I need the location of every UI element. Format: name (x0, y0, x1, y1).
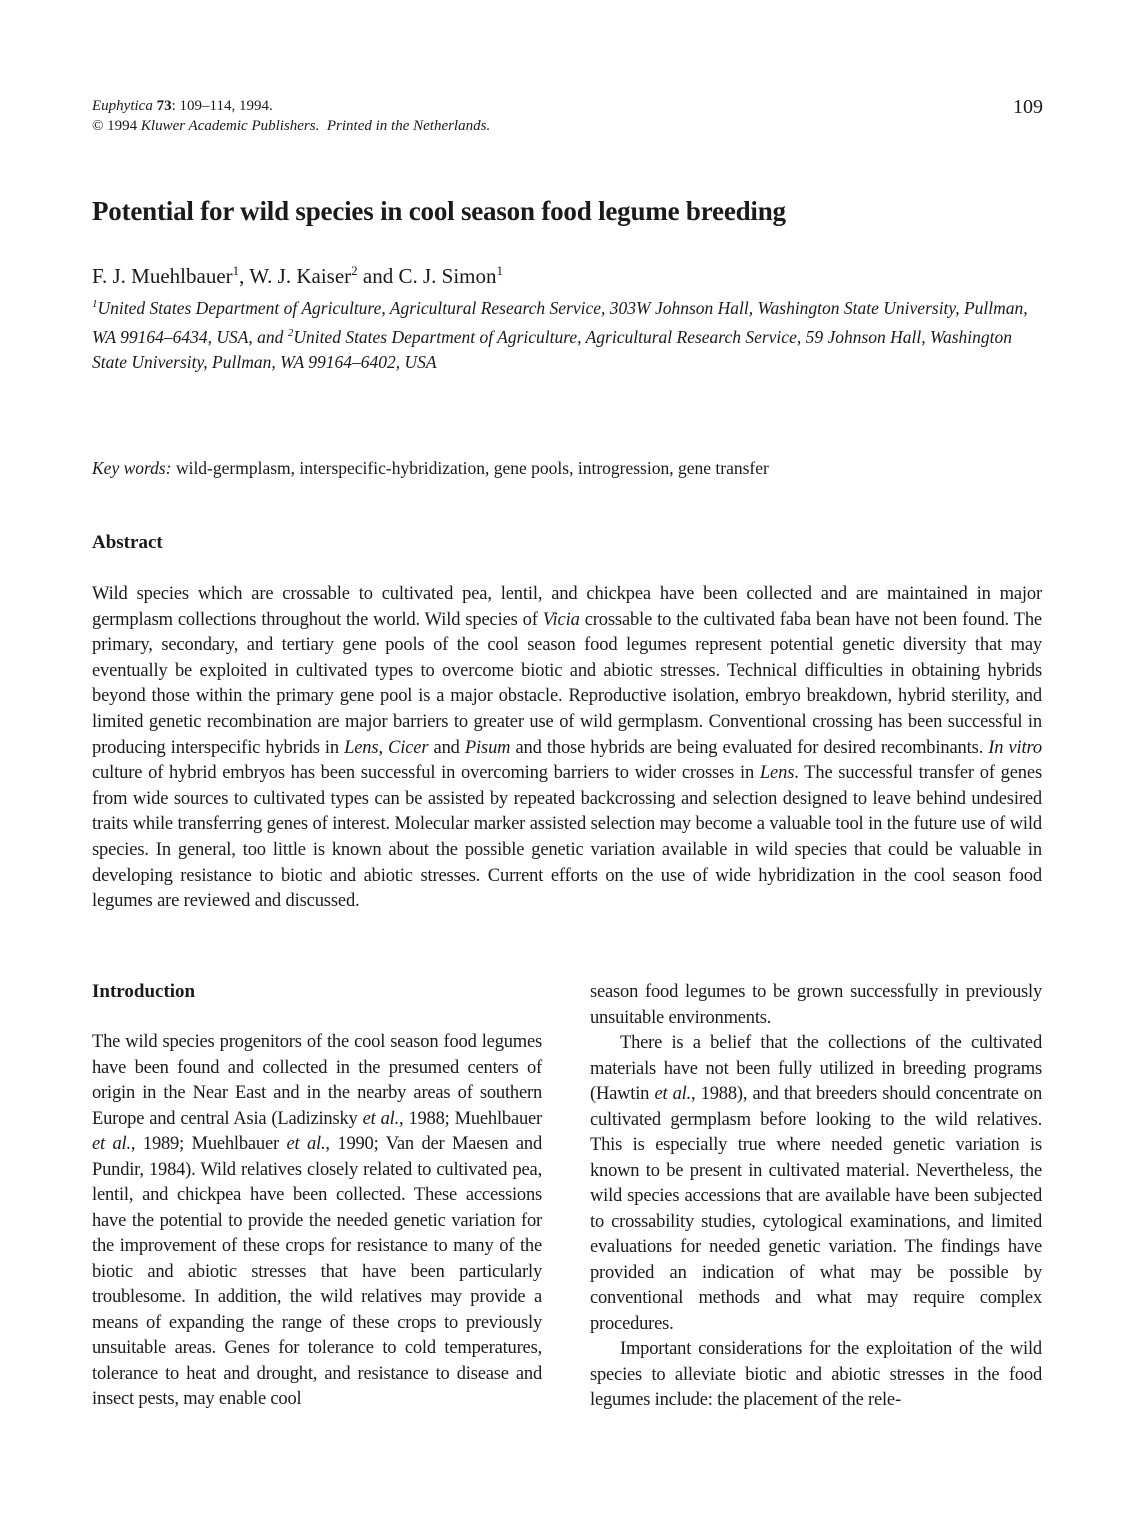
abstract-italic: Cicer (388, 737, 429, 758)
abstract-text: and (428, 737, 465, 758)
keywords-text: wild-germplasm, interspecific-hybridization, gene pools, introgression, gene transfer (171, 458, 769, 478)
intro-text: , 1988), and that breeders should concentrate on cultivated germplasm before looking to the wild relatives. This is especially true where needed genetic variation is known to be present in cultivated material. Nevertheless, the wild species accessions that are available have been subjected to crossability studies, cytological examinations, and limited evaluations for needed genetic variation. The findings have provided an indication of what may be possible by conventional methods and what may require complex procedures. (590, 1084, 1042, 1334)
author-affiliation-mark: 1 (496, 263, 503, 278)
intro-paragraph-1-continued: season food legumes to be grown successfully in previously unsuitable environments. (590, 982, 1042, 1028)
abstract-italic: Pisum (464, 737, 511, 758)
copyright-line (92, 116, 490, 136)
abstract-text: Wild species which are crossable to cultivated pea, lentil, and chickpea have been collected and are maintained in major germplasm collections throughout the world. Wild species of (92, 584, 1042, 630)
abstract-italic: Lens (759, 763, 795, 784)
abstract-text: and those hybrids are being evaluated for desired recombinants. (510, 737, 989, 758)
right-column (590, 980, 1042, 1414)
affiliation-mark: 2 (287, 326, 294, 339)
author-affiliation-mark: 1 (232, 263, 240, 278)
author-separator: , (239, 264, 250, 288)
author-name: W. J. Kaiser (249, 264, 352, 288)
keywords (92, 458, 1047, 479)
author-separator: and (357, 264, 399, 288)
affiliation-text: United States Department of Agriculture, Agricultural Research Service, 303W Johnson Hall, Washington State University, Pullman, WA 99164–6434, USA, and (92, 297, 1028, 347)
journal-pages-year: : 109–114, 1994. (171, 98, 273, 114)
author-name: C. J. Simon (398, 264, 497, 288)
intro-text: The wild species progenitors of the cool season food legumes have been found and collected in the presumed centers of origin in the Near East and in the nearby areas of southern Europe and central Asia (Ladizinsky (92, 1032, 542, 1129)
abstract-italic: In vitro (988, 737, 1042, 758)
author-list (92, 263, 503, 289)
abstract-text: . The successful transfer of genes from wide sources to cultivated types can be assisted by repeated backcrossing and selection designed to leave behind undesired traits while transferring genes of interest. Molecular marker assisted selection may become a valuable tool in the future use of wild species. In general, too little is known about the possible genetic variation available in wild species that could be valuable in developing resistance to biotic and abiotic stresses. Current efforts on the use of wide hybridization in the cool season food legumes are reviewed and discussed. (92, 763, 1042, 912)
affiliation-text: United States Department of Agriculture, Agricultural Research Service, 59 Johnson Hall, Washington State University, Pullman, WA 99164–6402, USA (92, 326, 1013, 372)
copyright-symbol: © (92, 118, 104, 134)
intro-italic: et al. (286, 1134, 326, 1154)
author-affiliation-mark: 2 (351, 263, 358, 278)
author-name: F. J. Muehlbauer (92, 264, 233, 288)
intro-text: There is a belief that the collections of the cultivated materials have not been fully utilized in breeding programs (Hawtin (590, 1033, 1042, 1104)
paper-title: Potential for wild species in cool season food legume breeding (92, 196, 786, 226)
keywords-label: Key words: (92, 458, 172, 478)
printed-in: Printed in the Netherlands. (326, 118, 491, 134)
publisher: Kluwer Academic Publishers. (140, 118, 320, 134)
journal-volume: 73 (156, 98, 172, 114)
affiliation-mark: 1 (92, 298, 98, 310)
affiliations (92, 292, 1047, 375)
intro-text: , 1988; Muehlbauer (399, 1108, 542, 1129)
intro-text: , 1989; Muehlbauer (130, 1134, 287, 1154)
abstract-italic: Lens (344, 737, 379, 758)
journal-header (92, 96, 490, 136)
intro-italic: et al. (92, 1134, 131, 1154)
abstract-italic: Vicia (542, 609, 580, 630)
intro-paragraph-2 (590, 1031, 1042, 1337)
abstract-text: culture of hybrid embryos has been successful in overcoming barriers to wider crosses in (92, 763, 760, 784)
abstract-heading: Abstract (92, 532, 163, 553)
citation-line (92, 96, 490, 116)
intro-paragraph-3: Important considerations for the exploitation of the wild species to alleviate biotic and abiotic stresses in the food legumes include: the placement of the rele- (590, 1339, 1042, 1410)
page-number: 109 (1013, 96, 1043, 118)
introduction-heading: Introduction (92, 981, 196, 1002)
intro-italic: et al. (654, 1084, 692, 1104)
intro-italic: et al. (362, 1108, 399, 1129)
copyright-year: 1994 (103, 118, 141, 134)
abstract-text: , (378, 737, 389, 758)
intro-paragraph-1 (92, 1030, 542, 1413)
journal-name: Euphytica (92, 98, 153, 114)
intro-text: , 1990; Van der Maesen and Pundir, 1984). Wild relatives closely related to cultivated pea, lentil, and chickpea have been collected. These accessions have the potential to provide the needed genetic variation for the improvement of these crops for resistance to many of the biotic and abiotic stresses that have been particularly troublesome. In addition, the wild relatives may provide a means of expanding the range of these crops to previously unsuitable areas. Genes for tolerance to cold temperatures, tolerance to heat and drought, and resistance to disease and insect pests, may enable cool (92, 1134, 542, 1409)
left-column (92, 1030, 542, 1413)
abstract-text: crossable to the cultivated faba bean have not been found. The primary, secondary, and tertiary gene pools of the cool season food legumes represent potential genetic diversity that may eventually be exploited in cultivated types to overcome biotic and abiotic stresses. Technical difficulties in obtaining hybrids beyond those within the primary gene pool is a major obstacle. Reproductive isolation, embryo breakdown, hybrid sterility, and limited genetic recombination are major barriers to greater use of wild germplasm. Conventional crossing has been successful in producing interspecific hybrids in (92, 609, 1042, 758)
abstract-body (92, 582, 1042, 915)
